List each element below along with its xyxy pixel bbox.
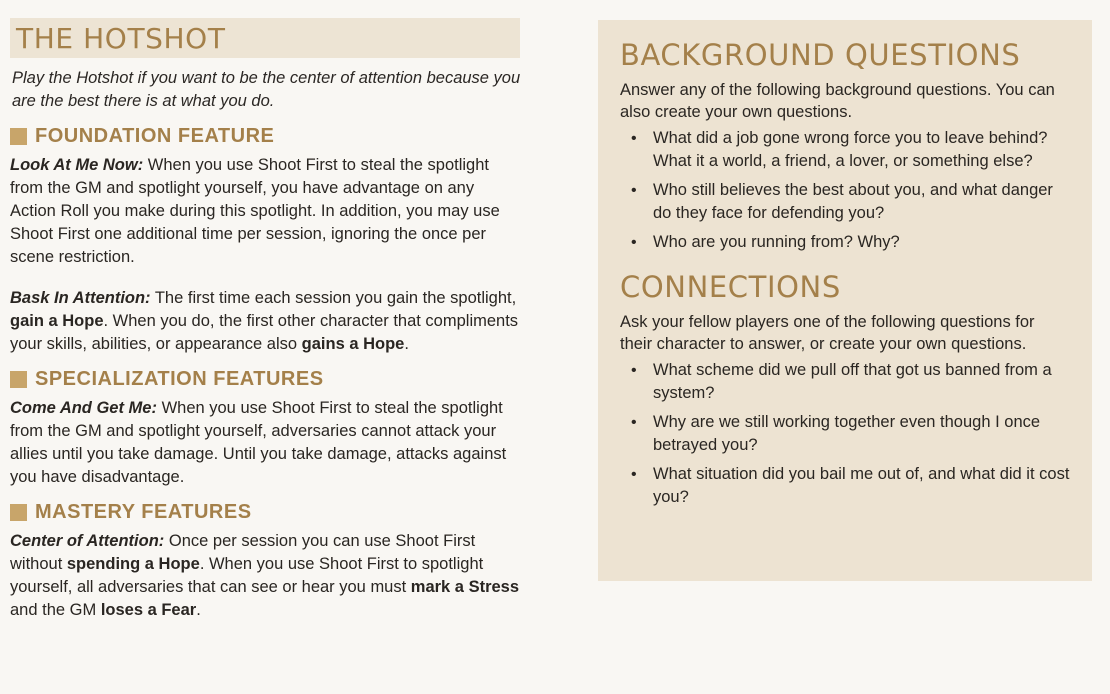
body-text: The first time each session you gain the spotlight, bbox=[150, 289, 517, 307]
feature-paragraph bbox=[10, 154, 522, 269]
feature-paragraph bbox=[10, 287, 522, 356]
body-text: When you use Shoot First to steal the spotlight from the GM and spotlight yourself, you have advantage on any Action Roll you make during this spotlight. In addition, you may use Shoot First one additional time per session, ignoring the once per scene restriction. bbox=[10, 156, 500, 266]
connection-question-item: • What situation did you bail me out of, and what did it cost you? bbox=[620, 463, 1070, 509]
body-text: and the GM bbox=[10, 601, 101, 619]
feature-heading bbox=[10, 123, 522, 149]
feature-heading-text: SPECIALIZATION FEATURES bbox=[35, 367, 324, 390]
feature-paragraph bbox=[10, 530, 522, 622]
hotshot-column bbox=[10, 18, 522, 622]
emphasis-text: spending a Hope bbox=[66, 555, 200, 573]
emphasis-text: loses a Fear bbox=[100, 601, 197, 619]
emphasis-text: mark a Stress bbox=[410, 578, 520, 596]
feature-name: Center of Attention: bbox=[10, 532, 165, 550]
emphasis-text: gain a Hope bbox=[10, 312, 104, 330]
feature-heading bbox=[10, 499, 522, 525]
feature-sections bbox=[10, 123, 522, 622]
connections-list bbox=[620, 359, 1070, 509]
body-text: Once per session you can use Shoot First without bbox=[10, 532, 476, 573]
body-text: . bbox=[404, 335, 409, 353]
title-band bbox=[10, 18, 520, 58]
feature-name: Bask In Attention: bbox=[10, 289, 151, 307]
page-title: THE HOTSHOT bbox=[16, 21, 226, 55]
intro-text: Play the Hotshot if you want to be the center of attention because you are the best there is at what you do. bbox=[12, 69, 521, 110]
background-list bbox=[620, 127, 1070, 254]
square-bullet-icon bbox=[10, 504, 27, 521]
connections-lead: Ask your fellow players one of the following questions for their character to answer, or create your own questions. bbox=[620, 313, 1035, 353]
feature-heading-text: MASTERY FEATURES bbox=[35, 500, 252, 523]
background-question-item: • What did a job gone wrong force you to leave behind? What it a world, a friend, a lover, or something else? bbox=[620, 127, 1070, 173]
background-question-item: • Who still believes the best about you, and what danger do they face for defending you? bbox=[620, 179, 1070, 225]
connections-title: CONNECTIONS bbox=[620, 270, 841, 304]
connection-question-item: • What scheme did we pull off that got us banned from a system? bbox=[620, 359, 1070, 405]
background-lead: Answer any of the following background questions. You can also create your own questions. bbox=[620, 81, 1055, 121]
body-text: When you use Shoot First to steal the spotlight from the GM and spotlight yourself, adversaries cannot attack your allies until you take damage. Until you take damage, attacks against you have disadvantage. bbox=[10, 399, 507, 486]
feature-name: Come And Get Me: bbox=[10, 399, 157, 417]
questions-panel bbox=[598, 20, 1092, 581]
connection-question-item: • Why are we still working together even though I once betrayed you? bbox=[620, 411, 1070, 457]
body-text: . When you do, the first other character that compliments your skills, abilities, or appearance also bbox=[10, 312, 519, 353]
body-text: . bbox=[196, 601, 201, 619]
body-text: . When you use Shoot First to spotlight yourself, all adversaries that can see or hear you must bbox=[10, 555, 484, 596]
emphasis-text: gains a Hope bbox=[301, 335, 405, 353]
feature-heading bbox=[10, 366, 522, 392]
background-questions-title: BACKGROUND QUESTIONS bbox=[620, 38, 1021, 72]
feature-name: Look At Me Now: bbox=[10, 156, 144, 174]
background-question-item: • Who are you running from? Why? bbox=[620, 231, 1070, 254]
feature-paragraph bbox=[10, 397, 522, 489]
feature-heading-text: FOUNDATION FEATURE bbox=[35, 124, 275, 147]
square-bullet-icon bbox=[10, 371, 27, 388]
square-bullet-icon bbox=[10, 128, 27, 145]
